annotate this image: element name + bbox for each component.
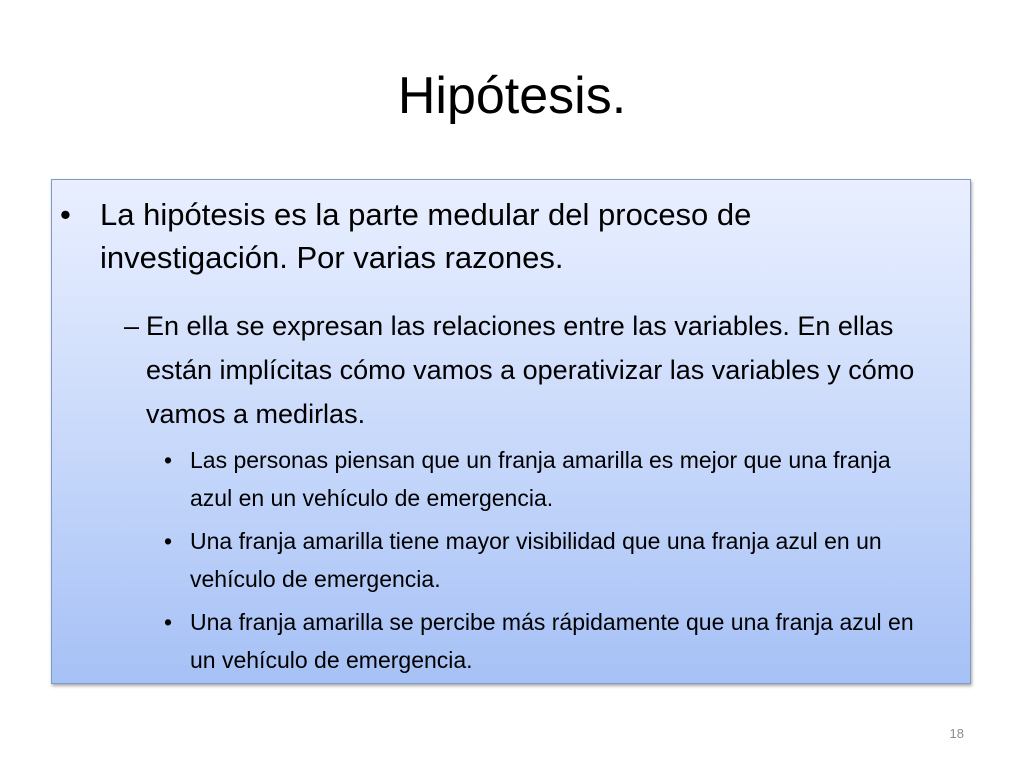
bullet-level-3	[164, 522, 930, 598]
bullet-level-3	[164, 441, 930, 517]
page-number: 18	[949, 726, 964, 741]
bullet-text: La hipótesis es la parte medular del proceso de investigación. Por varias razones.	[100, 197, 752, 275]
bullet-level-1	[60, 193, 940, 279]
bullet-marker: •	[164, 609, 173, 635]
bullet-text: En ella se expresan las relaciones entre las variables. En ellas están implícitas cómo vamos a operativizar las variables y cómo vamos a medirlas.	[146, 311, 915, 429]
bullet-level-2	[124, 304, 956, 436]
bullet-marker: •	[164, 528, 173, 554]
bullet-level-3	[164, 603, 930, 679]
slide-title: Hipótesis.	[397, 67, 627, 125]
bullet-text: Una franja amarilla se percibe más rápidamente que una franja azul en un vehículo de emergencia.	[190, 609, 914, 673]
dash-marker: –	[124, 311, 140, 341]
bullet-text: Las personas piensan que un franja amarilla es mejor que una franja azul en un vehículo de emergencia.	[190, 447, 891, 511]
bullet-marker: •	[164, 447, 173, 473]
bullet-marker: •	[60, 197, 71, 232]
bullet-text: Una franja amarilla tiene mayor visibilidad que una franja azul en un vehículo de emergencia.	[190, 528, 882, 592]
